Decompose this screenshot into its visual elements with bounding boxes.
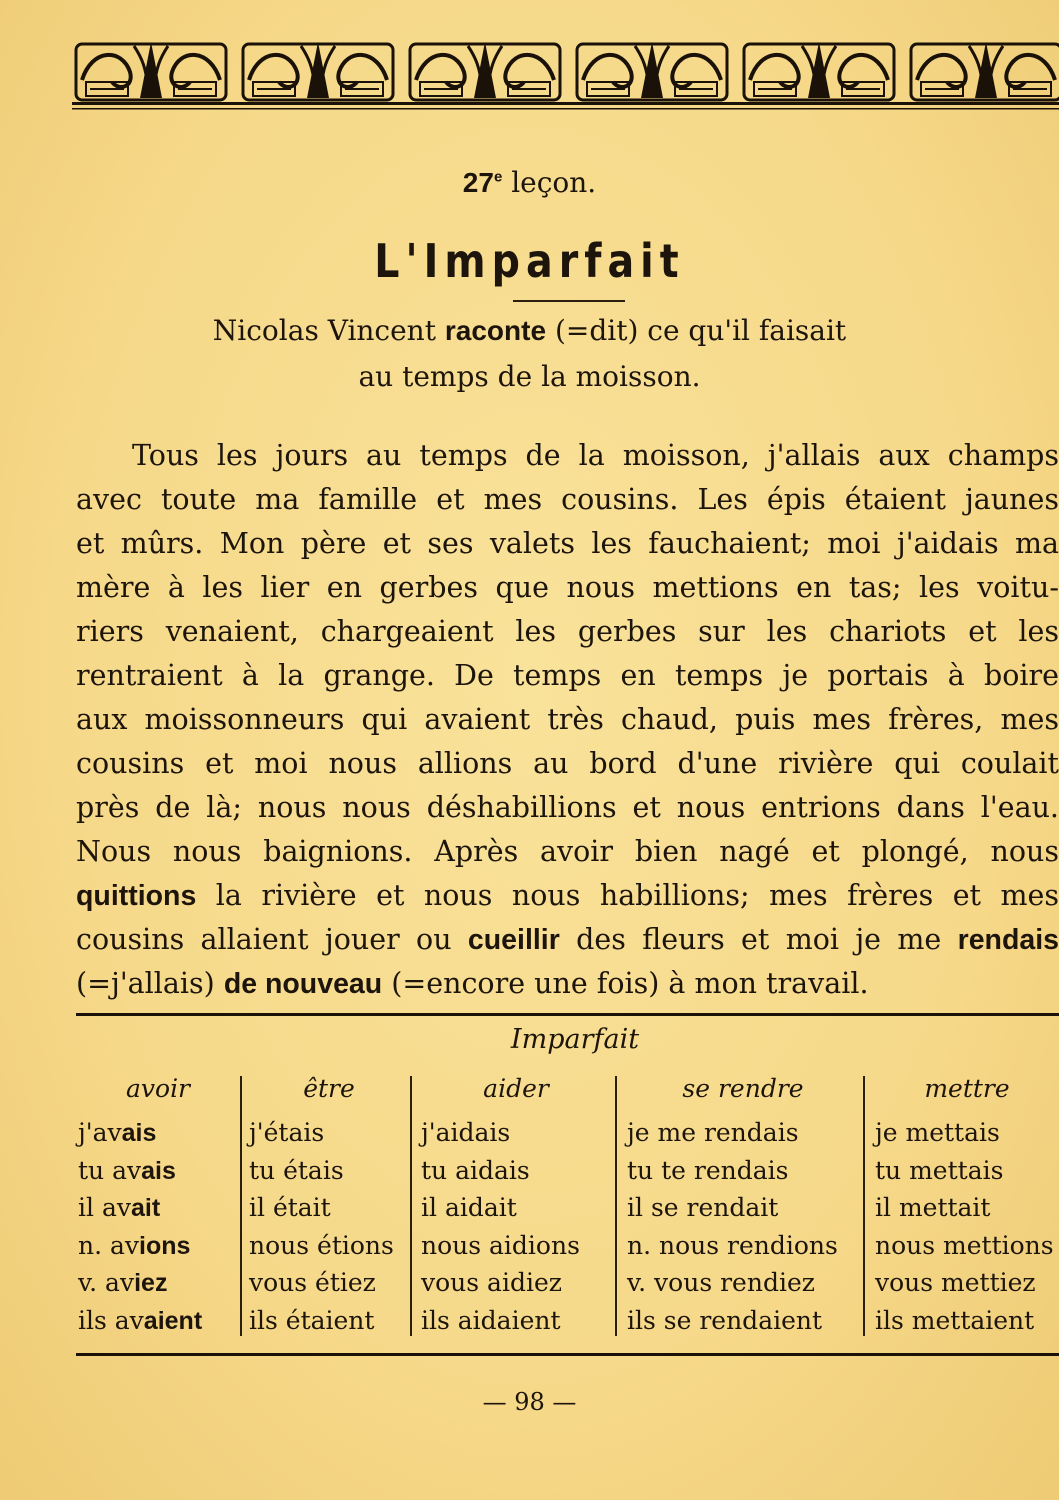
paragraph-line: quittions la rivière et nous nous habillions; mes frères et mes (76, 879, 1059, 912)
verb-form: nous mettions (875, 1230, 1054, 1260)
conjugation-column-aider (421, 1072, 611, 1339)
conjugation-column-avoir (78, 1072, 238, 1339)
verb-form: ils se rendaient (627, 1305, 823, 1335)
table-bottom-rule (76, 1353, 1059, 1356)
verb-form: je mettais (875, 1118, 1000, 1147)
verb-form: il avait (78, 1193, 161, 1222)
title-underline (513, 300, 625, 302)
verb-form: il était (249, 1193, 331, 1222)
paragraph-line: (=j'allais) de nouveau (=encore une fois) à mon travail. (76, 967, 869, 1000)
verb-form: v. vous rendiez (627, 1268, 815, 1297)
paragraph-line: aux moissonneurs qui avaient très chaud, puis mes frères, mes (76, 703, 1059, 736)
conjugation-column-se-rendre (627, 1072, 859, 1339)
column-divider (615, 1076, 617, 1336)
verb-form: tu aidais (421, 1155, 530, 1185)
verb-form: tu mettais (875, 1155, 1004, 1185)
paragraph-line: près de là; nous nous déshabillions et nous entrions dans l'eau. (76, 791, 1059, 824)
lesson-word: leçon. (511, 166, 597, 199)
conjugation-column-mettre (875, 1072, 1059, 1339)
verb-form: tu étais (249, 1155, 344, 1185)
reading-paragraph (76, 434, 1059, 1006)
verb-heading: se rendre (682, 1074, 804, 1103)
subtitle-bold-word: raconte (444, 315, 547, 346)
paragraph-line: riers venaient, chargeaient les gerbes sur les chariots et les (76, 615, 1059, 648)
verb-heading: aider (483, 1074, 549, 1103)
verb-form: il aidait (421, 1193, 517, 1222)
table-caption: Imparfait (510, 1024, 640, 1055)
verb-form: ils mettaient (875, 1305, 1035, 1335)
verb-form: j'aidais (421, 1118, 511, 1147)
verb-form: nous étions (249, 1230, 394, 1260)
verb-form: je me rendais (627, 1118, 799, 1147)
paragraph-line: cousins et moi nous allions au bord d'une rivière qui coulait (76, 747, 1059, 780)
lesson-number: 27 (462, 167, 494, 198)
verb-form: ils étaient (249, 1305, 375, 1335)
paragraph-line: et mûrs. Mon père et ses valets les fauchaient; moi j'aidais ma (76, 527, 1059, 560)
lesson-number-suffix: e (493, 168, 503, 186)
subtitle-line-1: Nicolas Vincent raconte (=dit) ce qu'il faisait (212, 314, 847, 347)
table-top-rule (76, 1013, 1059, 1016)
verb-form: vous mettiez (875, 1268, 1036, 1297)
page-number: — 98 — (482, 1388, 577, 1416)
page-title: L'Imparfait (374, 234, 685, 288)
verb-form: j'étais (249, 1118, 325, 1147)
paragraph-line: rentraient à la grange. De temps en temps je portais à boire (76, 659, 1059, 692)
column-divider (240, 1076, 242, 1336)
verb-form: n. avions (78, 1230, 191, 1260)
paragraph-line: mère à les lier en gerbes que nous mettions en tas; les voitu- (76, 571, 1059, 604)
verb-form: tu te rendais (627, 1155, 789, 1185)
column-divider (410, 1076, 412, 1336)
verb-form: nous aidions (421, 1230, 580, 1260)
verb-form: vous étiez (249, 1268, 376, 1297)
verb-form: j'avais (78, 1118, 157, 1147)
verb-heading: avoir (125, 1074, 191, 1103)
verb-form: il mettait (875, 1193, 991, 1222)
paragraph-line: Nous nous baignions. Après avoir bien nagé et plongé, nous (76, 835, 1059, 868)
ornamental-border (72, 28, 1059, 112)
verb-form: v. aviez (78, 1268, 168, 1297)
verb-heading: être (303, 1074, 355, 1103)
paragraph-line: Tous les jours au temps de la moisson, j'allais aux champs (132, 439, 1059, 472)
verb-heading: mettre (924, 1074, 1010, 1103)
verb-form: ils aidaient (421, 1305, 561, 1335)
conjugation-column-etre (249, 1072, 409, 1339)
subtitle-line-2: au temps de la moisson. (358, 360, 701, 393)
verb-form: il se rendait (627, 1193, 779, 1222)
lesson-heading (0, 166, 1059, 199)
paragraph-line: cousins allaient jouer ou cueillir des fleurs et moi je me rendais (76, 923, 1059, 956)
verb-form: ils avaient (78, 1305, 203, 1335)
paragraph-line: avec toute ma famille et mes cousins. Les épis étaient jaunes (76, 483, 1059, 516)
verb-form: vous aidiez (421, 1268, 562, 1297)
verb-form: n. nous rendions (627, 1230, 838, 1260)
column-divider (863, 1076, 865, 1336)
verb-form: tu avais (78, 1155, 176, 1185)
